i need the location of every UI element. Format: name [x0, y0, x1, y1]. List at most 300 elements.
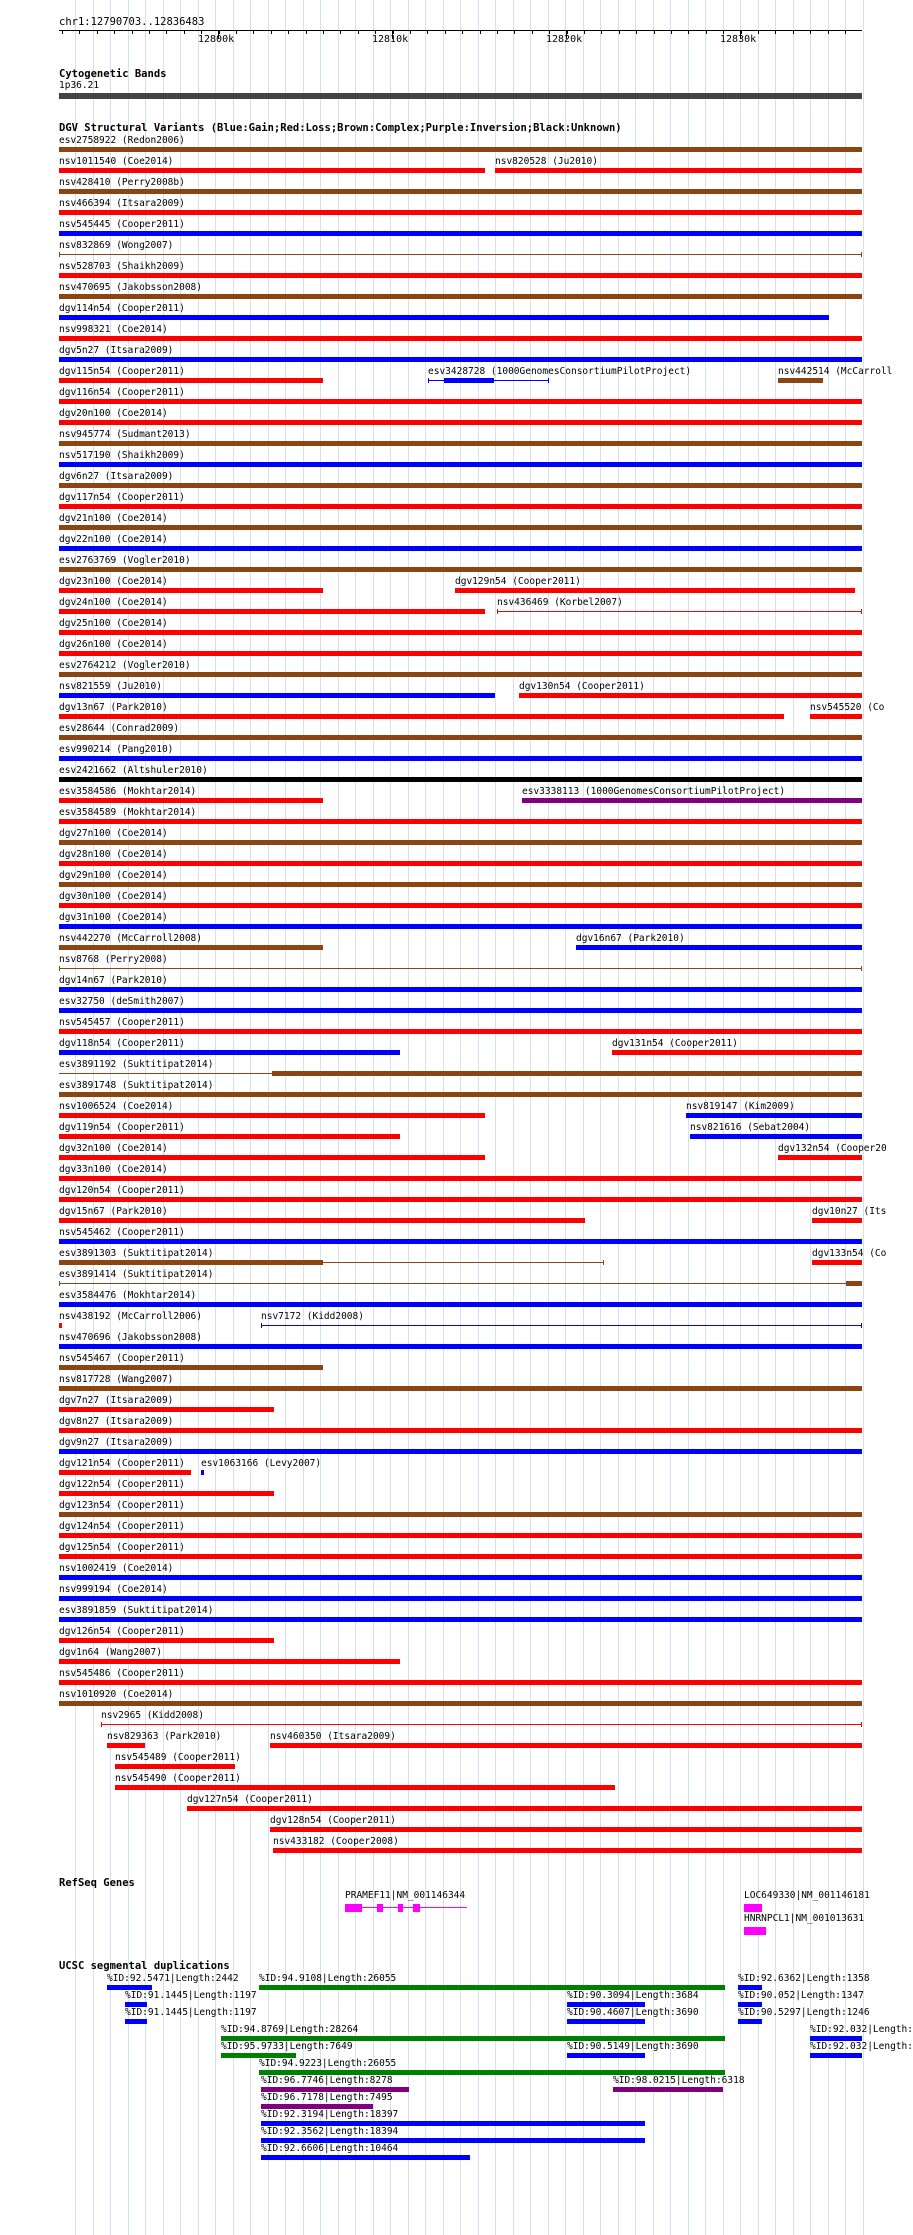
dgv-variant-bar[interactable] [59, 231, 862, 236]
dgv-variant-bar[interactable] [519, 693, 862, 698]
dgv-variant-label[interactable]: dgv6n27 (Itsara2009) [59, 471, 174, 482]
dgv-variant-bar[interactable] [59, 378, 323, 383]
dgv-variant-label[interactable]: nsv442270 (McCarroll2008) [59, 933, 202, 944]
dgv-variant-label[interactable]: dgv126n54 (Cooper2011) [59, 1626, 185, 1637]
ruler-minor-tick [253, 30, 254, 34]
dgv-variant-bar[interactable] [59, 1554, 862, 1559]
dgv-variant-bar[interactable] [59, 168, 485, 173]
segdup-bar[interactable] [810, 2053, 862, 2058]
dgv-variant-label[interactable]: esv3891414 (Suktitipat2014) [59, 1269, 214, 1280]
segdup-label[interactable]: %ID:90.4607|Length:3690 [567, 2007, 699, 2018]
dgv-variant-bar[interactable] [59, 1134, 400, 1139]
dgv-variant-label[interactable]: dgv7n27 (Itsara2009) [59, 1395, 174, 1406]
ruler-minor-tick [828, 30, 829, 34]
dgv-variant-label[interactable]: dgv122n54 (Cooper2011) [59, 1479, 185, 1490]
dgv-variant-bar[interactable] [455, 588, 855, 593]
ruler-minor-tick [306, 30, 307, 34]
dgv-variant-label[interactable]: esv3584589 (Mokhtar2014) [59, 807, 197, 818]
dgv-variant-bar[interactable] [59, 882, 862, 887]
segdup-label[interactable]: %ID:92.032|Length: [810, 2024, 913, 2035]
dgv-variant-bar[interactable] [812, 1260, 862, 1265]
dgv-variant-bar[interactable] [59, 840, 862, 845]
dgv-variant-bar[interactable] [59, 210, 862, 215]
dgv-variant-label[interactable]: esv3891303 (Suktitipat2014) [59, 1248, 214, 1259]
dgv-variant-bar[interactable] [59, 588, 323, 593]
dgv-variant-bar[interactable] [59, 1365, 323, 1370]
dgv-variant-label[interactable]: dgv9n27 (Itsara2009) [59, 1437, 174, 1448]
dgv-variant-label[interactable]: dgv115n54 (Cooper2011) [59, 366, 185, 377]
dgv-variant-label[interactable]: nsv460350 (Itsara2009) [270, 1731, 396, 1742]
dgv-variant-bar[interactable] [59, 462, 862, 467]
segdup-label[interactable]: %ID:92.3194|Length:18397 [261, 2109, 399, 2120]
segdup-bar[interactable] [261, 2155, 470, 2160]
ruler-minor-tick [427, 30, 428, 34]
dgv-variant-label[interactable]: dgv8n27 (Itsara2009) [59, 1416, 174, 1427]
dgv-variant-label[interactable]: dgv129n54 (Cooper2011) [455, 576, 581, 587]
dgv-variant-span[interactable] [59, 254, 862, 255]
dgv-variant-bar[interactable] [59, 1176, 862, 1181]
dgv-variant-label[interactable]: dgv26n100 (Coe2014) [59, 639, 168, 650]
dgv-variant-label[interactable]: nsv545467 (Cooper2011) [59, 1353, 185, 1364]
gene-label[interactable]: LOC649330|NM_001146181 [744, 1890, 870, 1901]
dgv-variant-label[interactable]: nsv821616 (Sebat2004) [690, 1122, 811, 1133]
dgv-variant-label[interactable]: nsv8768 (Perry2008) [59, 954, 168, 965]
dgv-variant-label[interactable]: nsv545462 (Cooper2011) [59, 1227, 185, 1238]
dgv-variant-cap [861, 252, 862, 257]
dgv-variant-label[interactable]: nsv470695 (Jakobsson2008) [59, 282, 202, 293]
dgv-variant-bar[interactable] [778, 1155, 862, 1160]
dgv-variant-cap [59, 252, 60, 257]
dgv-variant-label[interactable]: nsv545445 (Cooper2011) [59, 219, 185, 230]
dgv-variant-bar[interactable] [59, 504, 862, 509]
dgv-variant-label[interactable]: dgv21n100 (Coe2014) [59, 513, 168, 524]
segdup-track-title: UCSC segmental duplications [59, 1960, 230, 1972]
gene-label[interactable]: HNRNPCL1|NM_001013631 [744, 1913, 865, 1924]
dgv-variant-label[interactable]: dgv15n67 (Park2010) [59, 1206, 168, 1217]
dgv-variant-bar[interactable] [59, 273, 862, 278]
dgv-variant-bar[interactable] [59, 987, 862, 992]
ruler-minor-tick [723, 30, 724, 34]
dgv-variant-label[interactable]: esv2758922 (Redon2006) [59, 135, 185, 146]
dgv-variant-label[interactable]: esv3428728 (1000GenomesConsortiumPilotProject) [428, 366, 692, 377]
dgv-variant-label[interactable]: nsv545486 (Cooper2011) [59, 1668, 185, 1679]
dgv-variant-bar[interactable] [115, 1764, 235, 1769]
dgv-variant-cap [861, 1323, 862, 1328]
dgv-variant-label[interactable]: nsv466394 (Itsara2009) [59, 198, 185, 209]
dgv-variant-bar[interactable] [59, 1113, 485, 1118]
dgv-variant-label[interactable]: dgv130n54 (Cooper2011) [519, 681, 645, 692]
dgv-variant-span[interactable] [323, 1262, 603, 1263]
segdup-bar[interactable] [738, 2019, 762, 2024]
dgv-variant-bar[interactable] [59, 756, 862, 761]
dgv-variant-bar[interactable] [59, 798, 323, 803]
dgv-variant-label[interactable]: nsv829363 (Park2010) [107, 1731, 222, 1742]
dgv-variant-label[interactable]: nsv821559 (Ju2010) [59, 681, 162, 692]
dgv-variant-bar[interactable] [59, 1302, 862, 1307]
dgv-variant-label[interactable]: dgv13n67 (Park2010) [59, 702, 168, 713]
dgv-variant-label[interactable]: nsv1002419 (Coe2014) [59, 1563, 174, 1574]
gene-exon[interactable] [345, 1904, 362, 1912]
dgv-variant-bar[interactable] [187, 1806, 862, 1811]
dgv-variant-bar[interactable] [444, 378, 494, 383]
ruler-minor-tick [201, 30, 202, 34]
ruler-minor-tick [706, 30, 707, 34]
ruler-minor-tick [358, 30, 359, 34]
ruler-minor-tick [514, 30, 515, 34]
dgv-variant-bar[interactable] [59, 819, 862, 824]
ruler-minor-tick [775, 30, 776, 34]
dgv-variant-bar[interactable] [59, 1680, 862, 1685]
dgv-variant-label[interactable]: nsv545457 (Cooper2011) [59, 1017, 185, 1028]
dgv-variant-bar[interactable] [59, 441, 862, 446]
dgv-variant-bar[interactable] [59, 1239, 862, 1244]
dgv-variant-label[interactable]: dgv133n54 (Co [812, 1248, 887, 1259]
dgv-variant-bar[interactable] [59, 735, 862, 740]
ruler-minor-tick [166, 30, 167, 34]
dgv-variant-bar[interactable] [273, 1848, 862, 1853]
cytoband-bar [59, 93, 862, 99]
dgv-variant-label[interactable]: nsv438192 (McCarroll2006) [59, 1311, 202, 1322]
dgv-variant-bar[interactable] [59, 189, 862, 194]
ruler-minor-tick [410, 30, 411, 34]
dgv-variant-label[interactable]: dgv120n54 (Cooper2011) [59, 1185, 185, 1196]
segdup-label[interactable]: %ID:96.7178|Length:7495 [261, 2092, 393, 2103]
ruler-minor-tick [114, 30, 115, 34]
dgv-variant-bar[interactable] [612, 1050, 862, 1055]
dgv-variant-label[interactable]: dgv127n54 (Cooper2011) [187, 1794, 313, 1805]
segdup-label[interactable]: %ID:94.8769|Length:28264 [221, 2024, 359, 2035]
dgv-variant-label[interactable]: dgv118n54 (Cooper2011) [59, 1038, 185, 1049]
dgv-variant-bar[interactable] [59, 1596, 862, 1601]
dgv-variant-label[interactable]: esv2421662 (Altshuler2010) [59, 765, 208, 776]
ruler-minor-tick [584, 30, 585, 34]
dgv-variant-label[interactable]: nsv999194 (Coe2014) [59, 1584, 168, 1595]
ruler-minor-tick [845, 30, 846, 34]
dgv-variant-span[interactable] [261, 1325, 862, 1326]
dgv-variant-bar[interactable] [812, 1218, 862, 1223]
gene-label[interactable]: PRAMEF11|NM_001146344 [345, 1890, 466, 1901]
dgv-variant-cap [428, 378, 429, 383]
dgv-variant-bar[interactable] [59, 315, 829, 320]
gene-exon[interactable] [398, 1904, 403, 1912]
dgv-variant-label[interactable]: esv2763769 (Vogler2010) [59, 555, 191, 566]
dgv-variant-label[interactable]: dgv33n100 (Coe2014) [59, 1164, 168, 1175]
dgv-variant-bar[interactable] [270, 1827, 862, 1832]
dgv-variant-label[interactable]: dgv128n54 (Cooper2011) [270, 1815, 396, 1826]
dgv-variant-bar[interactable] [59, 1386, 862, 1391]
dgv-variant-bar[interactable] [59, 777, 862, 782]
dgv-variant-bar[interactable] [59, 861, 862, 866]
dgv-variant-label[interactable]: nsv428410 (Perry2008b) [59, 177, 185, 188]
dgv-variant-bar[interactable] [59, 1533, 862, 1538]
dgv-variant-bar[interactable] [59, 1407, 274, 1412]
dgv-variant-label[interactable]: nsv545489 (Cooper2011) [115, 1752, 241, 1763]
segdup-label[interactable]: %ID:92.5471|Length:2442 [107, 1973, 239, 1984]
ruler-tick-label: 12820k [546, 34, 583, 45]
segdup-bar[interactable] [567, 2019, 645, 2024]
dgv-variant-label[interactable]: dgv125n54 (Cooper2011) [59, 1542, 185, 1553]
dgv-variant-cap [603, 1260, 604, 1265]
segdup-bar[interactable] [125, 2019, 147, 2024]
dgv-variant-label[interactable]: nsv820528 (Ju2010) [495, 156, 598, 167]
dgv-variant-label[interactable]: dgv116n54 (Cooper2011) [59, 387, 185, 398]
dgv-variant-bar[interactable] [522, 798, 862, 803]
ruler-minor-tick [462, 30, 463, 34]
dgv-variant-bar[interactable] [59, 546, 862, 551]
dgv-variant-bar[interactable] [59, 1008, 862, 1013]
dgv-variant-bar[interactable] [59, 483, 862, 488]
dgv-variant-bar[interactable] [59, 714, 784, 719]
gene-exon[interactable] [413, 1904, 420, 1912]
ruler-minor-tick [79, 30, 80, 34]
segdup-label[interactable]: %ID:90.5149|Length:3690 [567, 2041, 699, 2052]
dgv-variant-bar[interactable] [59, 1323, 62, 1328]
dgv-variant-bar[interactable] [272, 1071, 862, 1076]
dgv-variant-cap [497, 609, 498, 614]
dgv-variant-label[interactable]: dgv31n100 (Coe2014) [59, 912, 168, 923]
dgv-variant-bar[interactable] [495, 168, 862, 173]
dgv-variant-label[interactable]: nsv1006524 (Coe2014) [59, 1101, 174, 1112]
ruler-minor-tick [567, 30, 568, 34]
dgv-variant-label[interactable]: esv2764212 (Vogler2010) [59, 660, 191, 671]
dgv-variant-bar[interactable] [115, 1785, 615, 1790]
dgv-variant-label[interactable]: nsv945774 (Sudmant2013) [59, 429, 191, 440]
ruler-minor-tick [97, 30, 98, 34]
dgv-variant-bar[interactable] [59, 630, 862, 635]
dgv-variant-bar[interactable] [59, 1575, 862, 1580]
segdup-label[interactable]: %ID:90.5297|Length:1246 [738, 2007, 870, 2018]
ruler-minor-tick [271, 30, 272, 34]
dgv-variant-label[interactable]: dgv124n54 (Cooper2011) [59, 1521, 185, 1532]
dgv-variant-bar[interactable] [59, 945, 323, 950]
ruler-minor-tick [340, 30, 341, 34]
ruler-minor-tick [601, 30, 602, 34]
refseq-track-title: RefSeq Genes [59, 1877, 135, 1889]
dgv-variant-label[interactable]: dgv5n27 (Itsara2009) [59, 345, 174, 356]
dgv-variant-bar[interactable] [686, 1113, 862, 1118]
dgv-variant-label[interactable]: esv3338113 (1000GenomesConsortiumPilotProject) [522, 786, 786, 797]
ruler-minor-tick [810, 30, 811, 34]
dgv-variant-bar[interactable] [59, 651, 862, 656]
ruler-minor-tick [288, 30, 289, 34]
dgv-variant-label[interactable]: dgv121n54 (Cooper2011) [59, 1458, 185, 1469]
dgv-variant-bar[interactable] [59, 294, 862, 299]
dgv-variant-bar[interactable] [576, 945, 862, 950]
ruler-tick-label: 12800k [198, 34, 235, 45]
dgv-variant-bar[interactable] [59, 1491, 274, 1496]
dgv-variant-bar[interactable] [846, 1281, 862, 1286]
dgv-variant-span[interactable] [497, 611, 862, 612]
dgv-variant-label[interactable]: nsv817728 (Wang2007) [59, 1374, 174, 1385]
segdup-label[interactable]: %ID:92.6606|Length:10464 [261, 2143, 399, 2154]
dgv-variant-span[interactable] [59, 1073, 272, 1074]
dgv-variant-bar[interactable] [59, 147, 862, 152]
dgv-variant-bar[interactable] [59, 1449, 862, 1454]
dgv-variant-cap [861, 1722, 862, 1727]
dgv-variant-bar[interactable] [59, 399, 862, 404]
dgv-variant-label[interactable]: dgv119n54 (Cooper2011) [59, 1122, 185, 1133]
dgv-variant-bar[interactable] [59, 525, 862, 530]
gene-exon[interactable] [744, 1927, 766, 1935]
segdup-label[interactable]: %ID:98.0215|Length:6318 [613, 2075, 745, 2086]
dgv-variant-label[interactable]: esv990214 (Pang2010) [59, 744, 174, 755]
segdup-label[interactable]: %ID:95.9733|Length:7649 [221, 2041, 353, 2052]
dgv-variant-bar[interactable] [59, 1659, 400, 1664]
ruler-minor-tick [236, 30, 237, 34]
dgv-variant-bar[interactable] [59, 1155, 485, 1160]
dgv-variant-label[interactable]: esv3584476 (Mokhtar2014) [59, 1290, 197, 1301]
dgv-variant-label[interactable]: dgv117n54 (Cooper2011) [59, 492, 185, 503]
dgv-variant-label[interactable]: nsv1010920 (Coe2014) [59, 1689, 174, 1700]
segdup-label[interactable]: %ID:91.1445|Length:1197 [125, 1990, 257, 2001]
dgv-variant-label[interactable]: dgv25n100 (Coe2014) [59, 618, 168, 629]
dgv-variant-bar[interactable] [59, 1344, 862, 1349]
dgv-variant-bar[interactable] [59, 420, 862, 425]
ruler-minor-tick [758, 30, 759, 34]
ruler-minor-tick [497, 30, 498, 34]
dgv-variant-bar[interactable] [59, 1029, 862, 1034]
dgv-variant-label[interactable]: nsv517190 (Shaikh2009) [59, 450, 185, 461]
segdup-label[interactable]: %ID:90.052|Length:1347 [738, 1990, 864, 2001]
ruler-minor-tick [532, 30, 533, 34]
dgv-variant-bar[interactable] [59, 693, 495, 698]
dgv-variant-bar[interactable] [810, 714, 862, 719]
dgv-variant-bar[interactable] [690, 1134, 862, 1139]
ruler-minor-tick [219, 30, 220, 34]
dgv-variant-label[interactable]: nsv470696 (Jakobsson2008) [59, 1332, 202, 1343]
dgv-variant-label[interactable]: dgv28n100 (Coe2014) [59, 849, 168, 860]
dgv-variant-bar[interactable] [59, 1428, 862, 1433]
dgv-variant-label[interactable]: nsv442514 (McCarroll [778, 366, 893, 377]
dgv-variant-bar[interactable] [59, 1638, 274, 1643]
ruler-tick-label: 12830k [720, 34, 757, 45]
dgv-variant-label[interactable]: nsv819147 (Kim2009) [686, 1101, 795, 1112]
ruler-minor-tick [636, 30, 637, 34]
dgv-variant-bar[interactable] [59, 357, 862, 362]
ruler-minor-tick [549, 30, 550, 34]
dgv-variant-label[interactable]: dgv30n100 (Coe2014) [59, 891, 168, 902]
segdup-label[interactable]: %ID:91.1445|Length:1197 [125, 2007, 257, 2018]
dgv-variant-label[interactable]: nsv7172 (Kidd2008) [261, 1311, 364, 1322]
segdup-label[interactable]: %ID:96.7746|Length:8278 [261, 2075, 393, 2086]
ruler-minor-tick [654, 30, 655, 34]
dgv-variant-label[interactable]: nsv998321 (Coe2014) [59, 324, 168, 335]
dgv-variant-label[interactable]: nsv433182 (Cooper2008) [273, 1836, 399, 1847]
dgv-variant-bar[interactable] [201, 1470, 204, 1475]
dgv-variant-label[interactable]: dgv10n27 (Its [812, 1206, 887, 1217]
ruler-minor-tick [184, 30, 185, 34]
ruler-minor-tick [480, 30, 481, 34]
dgv-variant-bar[interactable] [270, 1743, 862, 1748]
ruler-minor-tick [62, 30, 63, 34]
dgv-variant-label[interactable]: dgv27n100 (Coe2014) [59, 828, 168, 839]
gene-intron-line [362, 1907, 467, 1908]
dgv-variant-bar[interactable] [59, 1050, 400, 1055]
dgv-variant-label[interactable]: esv3891859 (Suktitipat2014) [59, 1605, 214, 1616]
dgv-variant-cap [101, 1722, 102, 1727]
dgv-variant-label[interactable]: esv1063166 (Levy2007) [201, 1458, 322, 1469]
dgv-variant-label[interactable]: dgv29n100 (Coe2014) [59, 870, 168, 881]
dgv-variant-label[interactable]: nsv545490 (Cooper2011) [115, 1773, 241, 1784]
segdup-label[interactable]: %ID:92.032|Length: [810, 2041, 913, 2052]
dgv-variant-label[interactable]: dgv22n100 (Coe2014) [59, 534, 168, 545]
gene-exon[interactable] [744, 1904, 762, 1912]
dgv-variant-label[interactable]: nsv832869 (Wong2007) [59, 240, 174, 251]
dgv-variant-bar[interactable] [59, 1512, 862, 1517]
ruler-tick-label: 12810k [372, 34, 409, 45]
dgv-variant-cap [548, 378, 549, 383]
dgv-variant-label[interactable]: nsv545520 (Co [810, 702, 885, 713]
dgv-variant-bar[interactable] [59, 924, 862, 929]
dgv-variant-bar[interactable] [59, 336, 862, 341]
dgv-variant-label[interactable]: nsv436469 (Korbel2007) [497, 597, 623, 608]
segdup-label[interactable]: %ID:92.6362|Length:1358 [738, 1973, 870, 1984]
ruler-minor-tick [132, 30, 133, 34]
dgv-variant-label[interactable]: esv3584586 (Mokhtar2014) [59, 786, 197, 797]
dgv-variant-span[interactable] [59, 968, 862, 969]
coordinate-label: chr1:12790703..12836483 [59, 16, 205, 28]
dgv-variant-bar[interactable] [59, 1260, 323, 1265]
dgv-variant-bar[interactable] [59, 672, 862, 677]
dgv-variant-cap [861, 609, 862, 614]
segdup-bar[interactable] [567, 2053, 645, 2058]
dgv-variant-label[interactable]: dgv1n64 (Wang2007) [59, 1647, 162, 1658]
dgv-variant-bar[interactable] [59, 1701, 862, 1706]
dgv-variant-label[interactable]: dgv20n100 (Coe2014) [59, 408, 168, 419]
dgv-variant-bar[interactable] [59, 1218, 585, 1223]
dgv-variant-label[interactable]: nsv2965 (Kidd2008) [101, 1710, 204, 1721]
segdup-label[interactable]: %ID:94.9223|Length:26055 [259, 2058, 397, 2069]
dgv-variant-label[interactable]: dgv114n54 (Cooper2011) [59, 303, 185, 314]
dgv-variant-bar[interactable] [59, 903, 862, 908]
dgv-variant-label[interactable]: dgv16n67 (Park2010) [576, 933, 685, 944]
dgv-variant-label[interactable]: esv28644 (Conrad2009) [59, 723, 180, 734]
dgv-variant-label[interactable]: dgv14n67 (Park2010) [59, 975, 168, 986]
dgv-variant-label[interactable]: esv3891748 (Suktitipat2014) [59, 1080, 214, 1091]
dgv-variant-label[interactable]: dgv23n100 (Coe2014) [59, 576, 168, 587]
ruler-minor-tick [375, 30, 376, 34]
segdup-label[interactable]: %ID:90.3094|Length:3684 [567, 1990, 699, 2001]
dgv-variant-bar[interactable] [59, 567, 862, 572]
ruler-minor-tick [149, 30, 150, 34]
dgv-variant-bar[interactable] [107, 1743, 145, 1748]
segdup-label[interactable]: %ID:94.9108|Length:26055 [259, 1973, 397, 1984]
dgv-variant-label[interactable]: dgv24n100 (Coe2014) [59, 597, 168, 608]
dgv-variant-label[interactable]: dgv131n54 (Cooper2011) [612, 1038, 738, 1049]
dgv-variant-label[interactable]: dgv123n54 (Cooper2011) [59, 1500, 185, 1511]
dgv-variant-span[interactable] [101, 1724, 862, 1725]
dgv-variant-bar[interactable] [59, 1197, 862, 1202]
dgv-variant-label[interactable]: nsv1011540 (Coe2014) [59, 156, 174, 167]
dgv-variant-label[interactable]: esv32750 (deSmith2007) [59, 996, 185, 1007]
dgv-variant-label[interactable]: dgv132n54 (Cooper20 [778, 1143, 887, 1154]
ruler-minor-tick [793, 30, 794, 34]
dgv-variant-label[interactable]: nsv528703 (Shaikh2009) [59, 261, 185, 272]
dgv-variant-span[interactable] [59, 1283, 862, 1284]
segdup-bar[interactable] [613, 2087, 723, 2092]
dgv-variant-cap [59, 1281, 60, 1286]
segdup-label[interactable]: %ID:92.3562|Length:18394 [261, 2126, 399, 2137]
dgv-variant-bar[interactable] [778, 378, 823, 383]
dgv-variant-label[interactable]: dgv32n100 (Coe2014) [59, 1143, 168, 1154]
dgv-variant-bar[interactable] [59, 1470, 191, 1475]
dgv-variant-label[interactable]: esv3891192 (Suktitipat2014) [59, 1059, 214, 1070]
gene-exon[interactable] [377, 1904, 383, 1912]
dgv-variant-bar[interactable] [59, 609, 485, 614]
dgv-variant-bar[interactable] [59, 1617, 862, 1622]
ruler-minor-tick [393, 30, 394, 34]
dgv-variant-bar[interactable] [59, 1092, 862, 1097]
